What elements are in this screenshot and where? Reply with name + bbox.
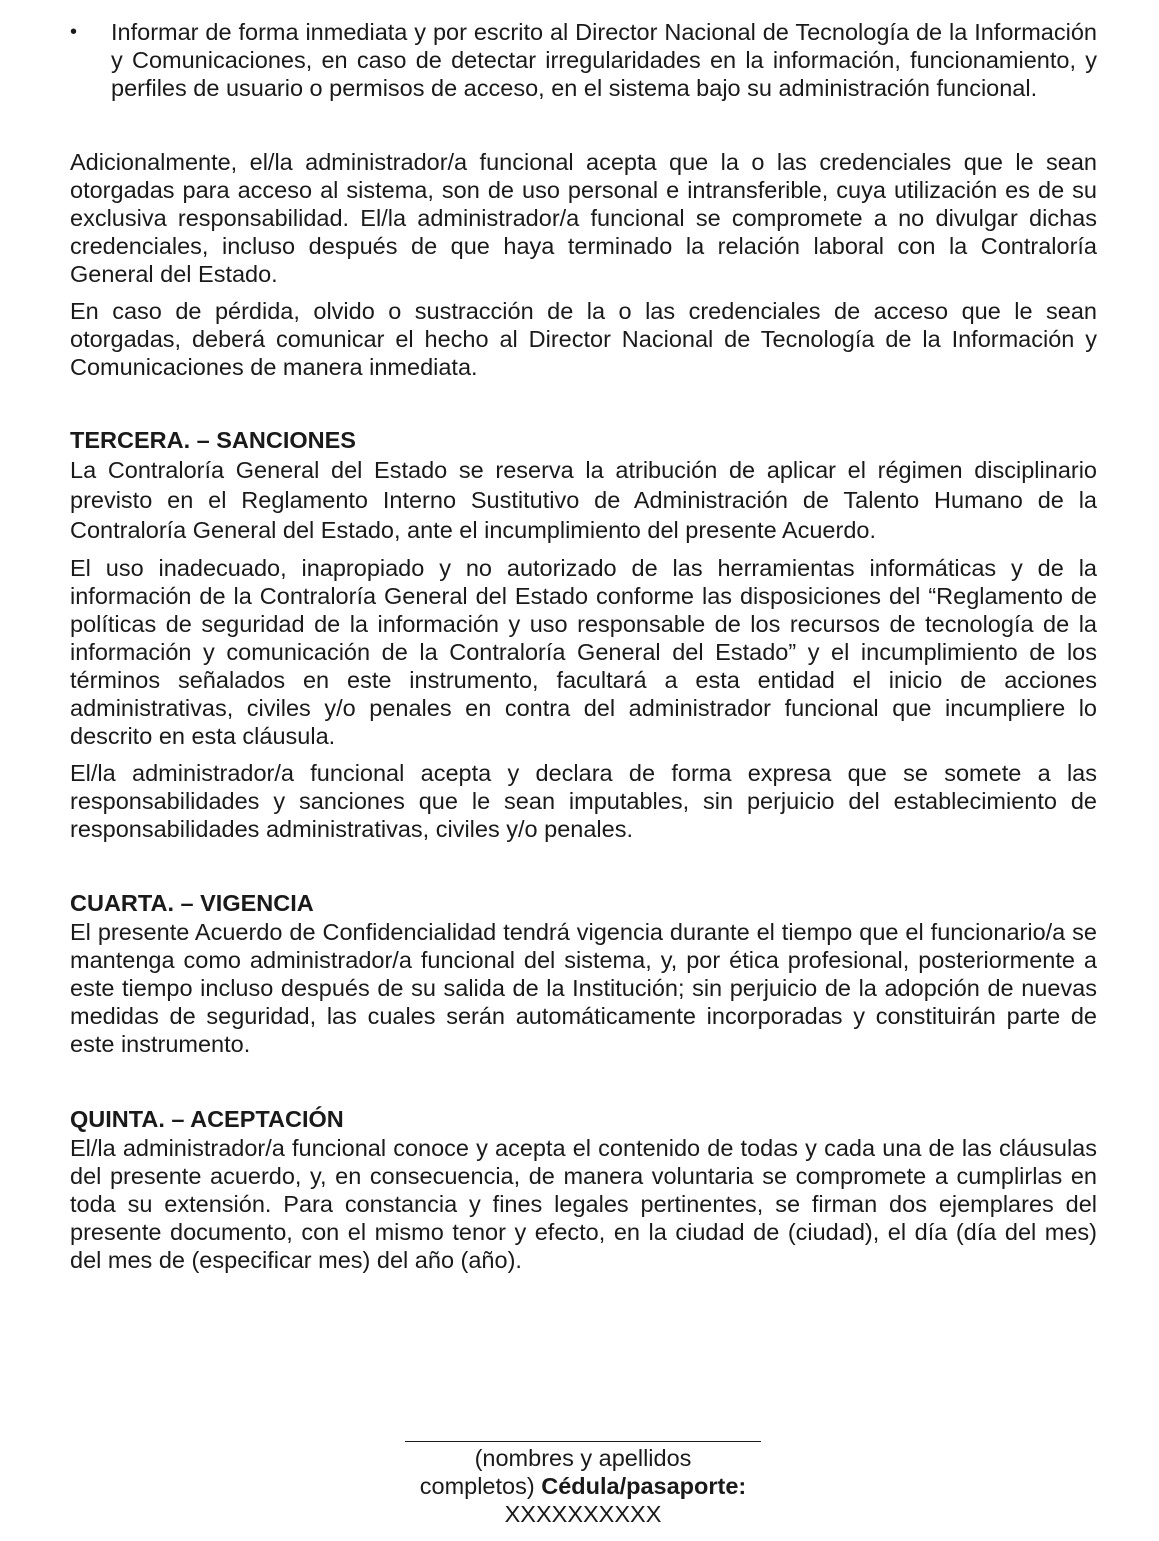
bullet-marker: • [70, 21, 78, 43]
paragraph-sanciones-1: La Contraloría General del Estado se reserva la atribución de aplicar el régimen disciplinario previsto en el Reglamento Interno Sustitutivo de Administración de Talento Humano de la Contraloría General del Estado, ante el incumplimiento del presente Acuerdo. [70, 457, 1097, 543]
paragraph-credentials: Adicionalmente, el/la administrador/a funcional acepta que la o las credenciales que le sean otorgadas para acceso al sistema, son de uso personal e intransferible, cuya utilización es de su exclusiva responsabilidad. El/la administrador/a funcional se compromete a no divulgar dichas credenciales, incluso después de que haya terminado la relación laboral con la Contraloría General del Estado. [70, 149, 1097, 287]
signature-name-line: (nombres y apellidos [474, 1445, 692, 1471]
signature-line [405, 1441, 761, 1442]
paragraph-loss: En caso de pérdida, olvido o sustracción de la o las credenciales de acceso que le sean otorgadas, deberá comunicar el hecho al Director Nacional de Tecnología de la Información y Comunicaciones de manera inmediata. [70, 298, 1097, 380]
bullet-text: Informar de forma inmediata y por escrito al Director Nacional de Tecnología de la Información y Comunicaciones, en caso de detectar irregularidades en la información, funcionamiento, y perfiles de usuario o permisos de acceso, en el sistema bajo su administración funcional. [111, 19, 1097, 101]
signature-id-label: Cédula/pasaporte: [541, 1473, 747, 1499]
section-heading-vigencia: CUARTA. – VIGENCIA [70, 890, 314, 916]
section-heading-sanciones: TERCERA. – SANCIONES [70, 427, 356, 453]
signature-id-prefix: completos) [419, 1473, 542, 1499]
paragraph-sanciones-3: El/la administrador/a funcional acepta y declara de forma expresa que se somete a las responsabilidades y sanciones que le sean imputables, sin perjuicio del establecimiento de responsabilidades administrativas, civiles y/o penales. [70, 760, 1097, 842]
signature-id-line [404, 1472, 762, 1500]
document-page [70, 18, 1097, 1274]
paragraph-aceptacion: El/la administrador/a funcional conoce y acepta el contenido de todas y cada una de las cláusulas del presente acuerdo, y, en consecuencia, de manera voluntaria se compromete a cumplirlas en toda su extensión. Para constancia y fines legales pertinentes, se firman dos ejemplares del presente documento, con el mismo tenor y efecto, en la ciudad de (ciudad), el día (día del mes) del mes de (especificar mes) del año (año). [70, 1135, 1097, 1273]
paragraph-vigencia: El presente Acuerdo de Confidencialidad tendrá vigencia durante el tiempo que el funcionario/a se mantenga como administrador/a funcional del sistema, y, por ética profesional, posteriormente a este tiempo incluso después de su salida de la Institución; sin perjuicio de la adopción de nuevas medidas de seguridad, las cuales serán automáticamente incorporadas y constituirán parte de este instrumento. [70, 919, 1097, 1057]
signature-id-value: XXXXXXXXXX [504, 1501, 662, 1527]
bullet-item [70, 18, 1097, 102]
signature-block [404, 1441, 762, 1528]
paragraph-sanciones-2: El uso inadecuado, inapropiado y no autorizado de las herramientas informáticas y de la información de la Contraloría General del Estado conforme las disposiciones del “Reglamento de políticas de seguridad de la información y uso responsable de los recursos de tecnología de la información y comunicación de la Contraloría General del Estado” y el incumplimiento de los términos señalados en este instrumento, facultará a esta entidad el inicio de acciones administrativas, civiles y/o penales en contra del administrador funcional que incumpliere lo descrito en esta cláusula. [70, 555, 1097, 749]
section-heading-aceptacion: QUINTA. – ACEPTACIÓN [70, 1106, 344, 1132]
